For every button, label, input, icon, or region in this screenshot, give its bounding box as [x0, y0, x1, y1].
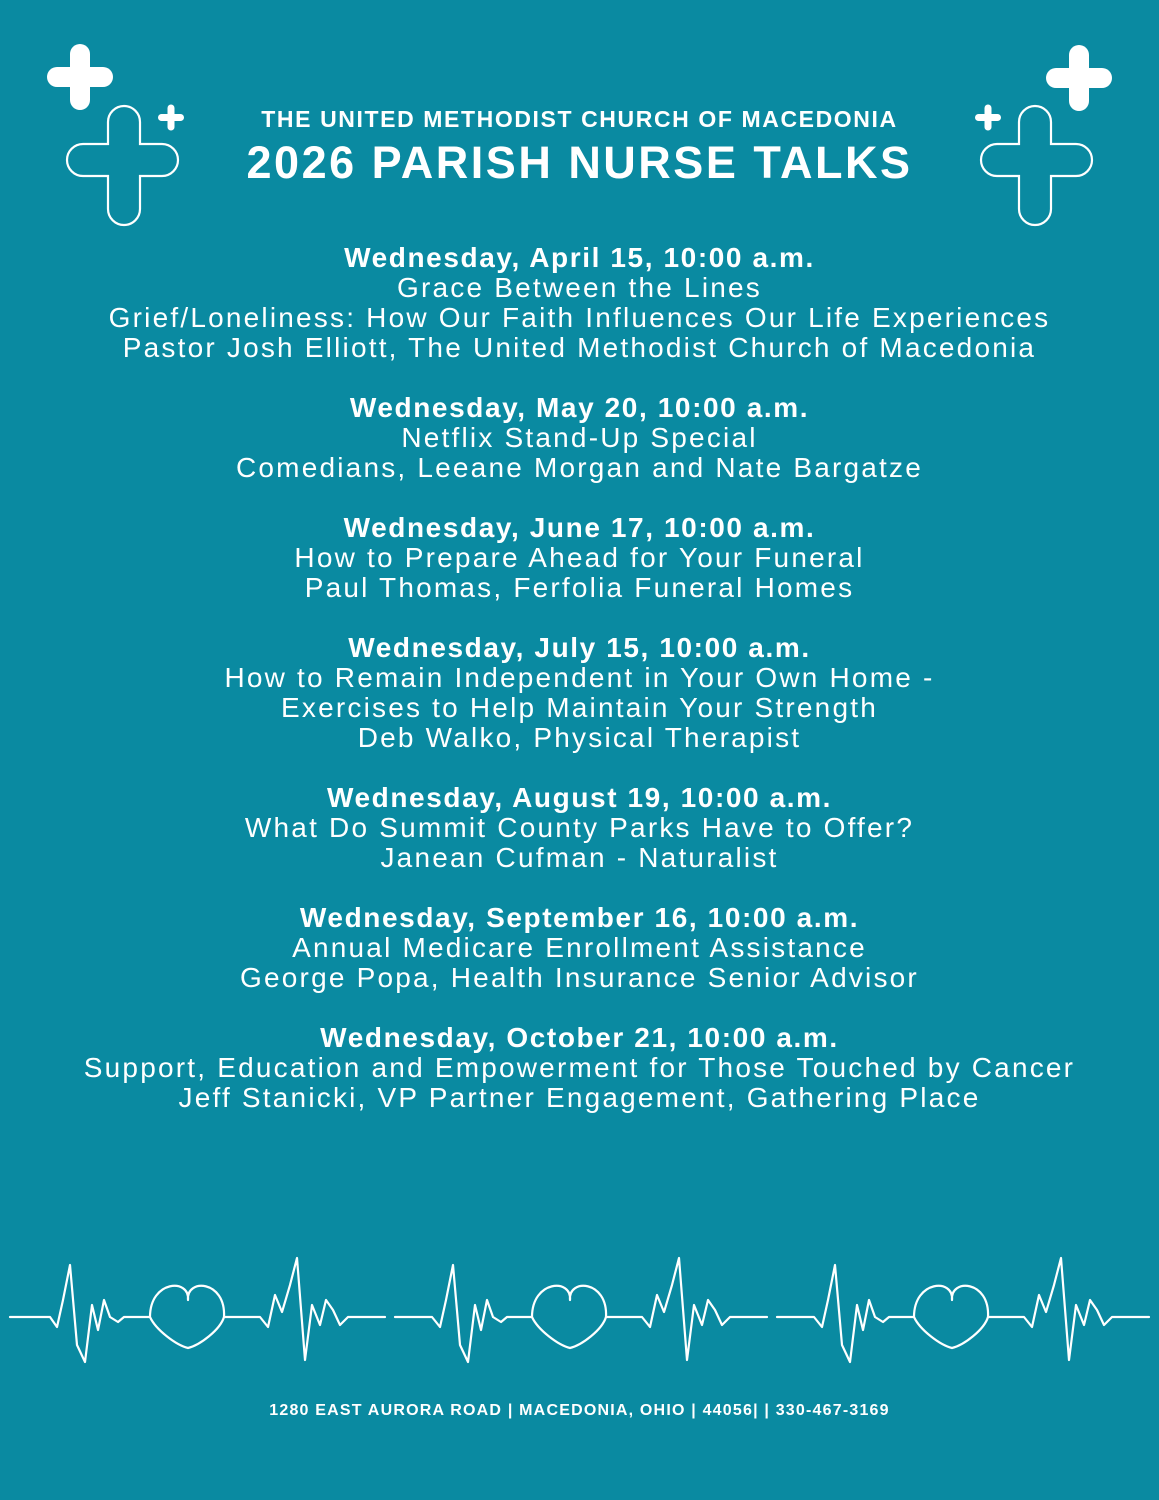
event-date: Wednesday, June 17, 10:00 a.m. [343, 512, 816, 543]
event-detail-line: Netflix Stand-Up Special [401, 422, 758, 453]
event-date: Wednesday, April 15, 10:00 a.m. [344, 242, 815, 273]
plus-icon [1046, 45, 1112, 111]
event-detail-line: Exercises to Help Maintain Your Strength [281, 692, 878, 723]
event-detail-line: Paul Thomas, Ferfolia Funeral Homes [304, 572, 855, 603]
event-detail-line: Support, Education and Empowerment for Those Touched by Cancer [83, 1052, 1076, 1083]
event-date: Wednesday, August 19, 10:00 a.m. [326, 782, 833, 813]
event-date: Wednesday, May 20, 10:00 a.m. [349, 392, 810, 423]
event-item [60, 243, 1099, 363]
event-detail-line: What Do Summit County Parks Have to Offer? [244, 812, 915, 843]
event-item [60, 1023, 1099, 1113]
event-detail-line: George Popa, Health Insurance Senior Advisor [240, 962, 919, 993]
organization-name: THE UNITED METHODIST CHURCH OF MACEDONIA [261, 106, 898, 132]
plus-icon [47, 44, 113, 110]
event-detail-line: Grief/Loneliness: How Our Faith Influences Our Life Experiences [108, 302, 1051, 333]
event-item [60, 393, 1099, 483]
event-detail-line: Comedians, Leeane Morgan and Nate Bargatze [235, 452, 923, 483]
event-date: Wednesday, October 21, 10:00 a.m. [320, 1022, 839, 1053]
events-list [60, 243, 1099, 1143]
event-date: Wednesday, July 15, 10:00 a.m. [348, 632, 811, 663]
event-detail-line: Grace Between the Lines [396, 272, 762, 303]
event-detail-line: Pastor Josh Elliott, The United Methodist Church of Macedonia [122, 332, 1037, 363]
heart-icon [150, 1286, 224, 1348]
heart-icon [914, 1286, 988, 1348]
event-detail-line: How to Remain Independent in Your Own Home - [224, 662, 935, 693]
heart-icon [532, 1286, 606, 1348]
page-title: 2026 PARISH NURSE TALKS [246, 137, 913, 188]
footer-address: 1280 EAST AURORA ROAD | MACEDONIA, OHIO | 44056| | 330-467-3169 [269, 1402, 890, 1419]
event-item [60, 783, 1099, 873]
event-detail-line: How to Prepare Ahead for Your Funeral [294, 542, 865, 573]
event-detail-line: Jeff Stanicki, VP Partner Engagement, Gathering Place [178, 1082, 981, 1113]
event-item [60, 633, 1099, 753]
event-detail-line: Janean Cufman - Naturalist [380, 842, 779, 873]
event-detail-line: Annual Medicare Enrollment Assistance [292, 932, 867, 963]
event-item [60, 513, 1099, 603]
event-date: Wednesday, September 16, 10:00 a.m. [299, 902, 860, 933]
event-item [60, 903, 1099, 993]
event-detail-line: Deb Walko, Physical Therapist [357, 722, 802, 753]
header [0, 104, 1159, 190]
